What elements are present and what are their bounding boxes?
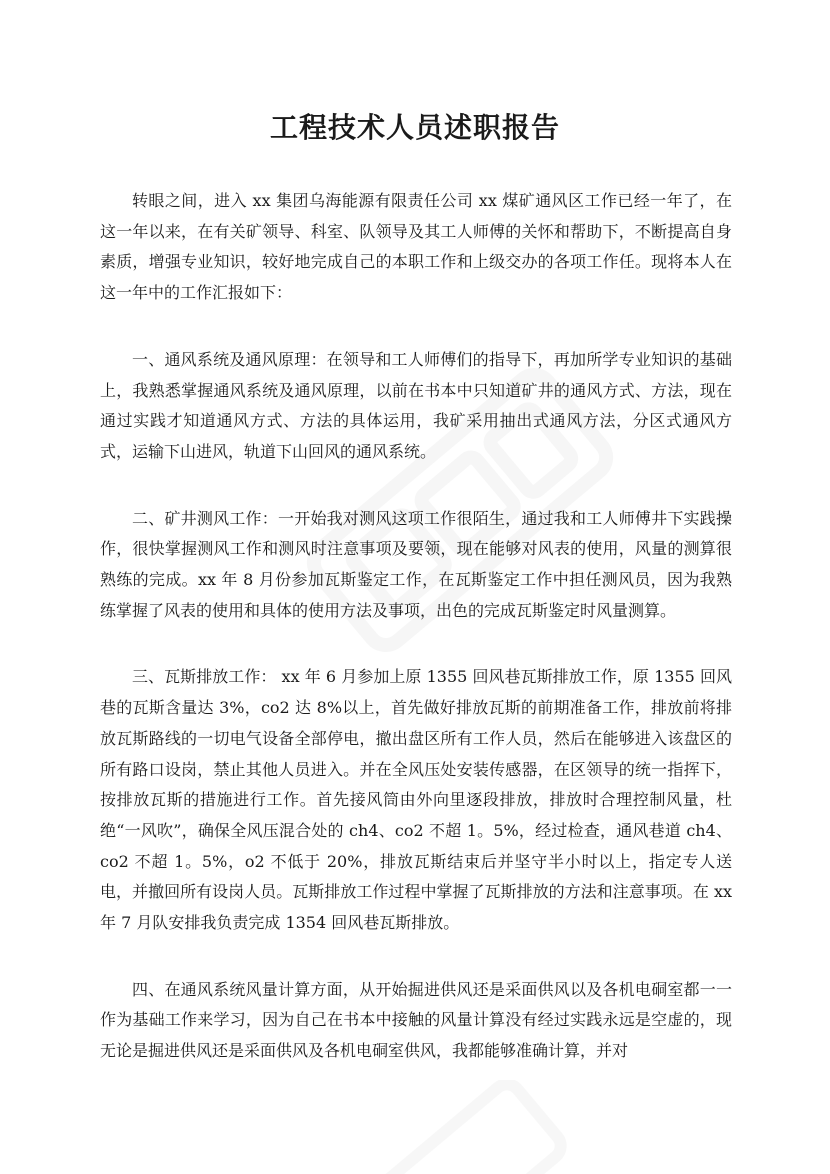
paragraph-ventilation-system: 一、通风系统及通风原理：在领导和工人师傅们的指导下，再加所学专业知识的基础上，我熟悉掌握通风系统及通风原理，以前在书本中只知道矿井的通风方式、方法，现在通过实践才知道通风方式、方法的具体运用，我矿采用抽出式通风方法，分区式通风方式，运输下山进风，轨道下山回风的通风系统。 <box>100 349 732 461</box>
document-body <box>100 186 732 1103</box>
paragraph-intro: 转眼之间，进入 xx 集团乌海能源有限责任公司 xx 煤矿通风区工作已经一年了，在这一年以来，在有关矿领导、科室、队领导及其工人师傅的关怀和帮助下，不断提高自身素质，增强专业知识，较好地完成自己的本职工作和上级交办的各项工作任。现将本人在这一年中的工作汇报如下： <box>100 191 732 303</box>
page-title: 工程技术人员述职报告 <box>269 111 560 144</box>
paragraph-air-volume-calculation: 四、在通风系统风量计算方面，从开始掘进供风还是采面供风以及各机电硐室都一一作为基础工作来学习，因为自己在书本中接触的风量计算没有经过实践永远是空虚的，现无论是掘进供风还是采面供风及各机电硐室供风，我都能够准确计算，并对 <box>100 979 732 1061</box>
paragraph-airflow-measurement: 二、矿井测风工作：一开始我对测风这项工作很陌生，通过我和工人师傅井下实践操作，很快掌握测风工作和测风时注意事项及要领，现在能够对风表的使用，风量的测算很熟练的完成。xx 年 8 月份参加瓦斯鉴定工作，在瓦斯鉴定工作中担任测风员，因为我熟练掌握了风表的使用和具体的使用方法及事项，出色的完成瓦斯鉴定时风量测算。 <box>100 508 732 620</box>
paragraph-gas-discharge: 三、瓦斯排放工作： xx 年 6 月参加上原 1355 回风巷瓦斯排放工作，原 1355 回风巷的瓦斯含量达 3%，co2 达 8%以上，首先做好排放瓦斯的前期准备工作，排放前将排放瓦斯路线的一切电气设备全部停电，撤出盘区所有工作人员，然后在能够进入该盘区的所有路口设岗，禁止其他人员进入。并在全风压处安装传感器，在区领导的统一指挥下，按排放瓦斯的措施进行工作。首先接风筒由外向里逐段排放，排放时合理控制风量，杜绝“一风吹”，确保全风压混合处的 ch4、co2 不超 1。5%，经过检查，通风巷道 ch4、co2 不超 1。5%，o2 不低于 20%，排放瓦斯结束后并坚守半小时以上，指定专人送电，并撤回所有设岗人员。瓦斯排放工作过程中掌握了瓦斯排放的方法和注意事项。在 xx 年 7 月队安排我负责完成 1354 回风巷瓦斯排放。 <box>100 667 732 933</box>
